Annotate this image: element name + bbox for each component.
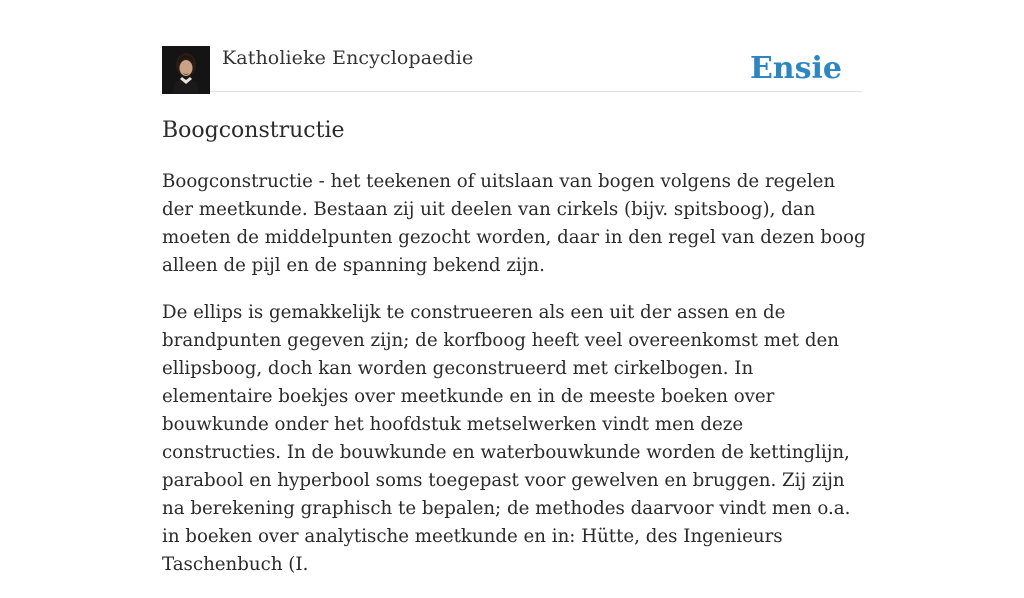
portrait-illustration <box>162 46 210 94</box>
portrait-avatar-icon[interactable] <box>162 46 210 94</box>
site-name[interactable]: Katholieke Encyclopaedie <box>222 47 474 69</box>
site-header <box>162 46 862 92</box>
article-title: Boogconstructie <box>162 118 345 143</box>
brand-logo[interactable]: Ensie <box>749 51 842 86</box>
article-body <box>162 168 866 598</box>
article-paragraph: De ellips is gemakkelijk te construeeren als een uit der assen en de brandpunten gegeven zijn; de korfboog heeft veel overeenkomst met den ellipsboog, doch kan worden geconstrueerd met cirkelbogen. In elementaire boekjes over meetkunde en in de meeste boeken over bouwkunde onder het hoofdstuk metselwerken vindt men deze constructies. In de bouwkunde en waterbouwkunde worden de kettinglijn, parabool en hyperbool soms toegepast voor gewelven en bruggen. Zij zijn na berekening graphisch te bepalen; de methodes daarvoor vindt men o.a. in boeken over analytische meetkunde en in: Hütte, des Ingenieurs Taschenbuch (I. <box>162 302 851 575</box>
article-paragraph: Boogconstructie - het teekenen of uitslaan van bogen volgens de regelen der meetkunde. Bestaan zij uit deelen van cirkels (bijv. spitsboog), dan moeten de middelpunten gezocht worden, daar in den regel van dezen boog alleen de pijl en de spanning bekend zijn. <box>162 171 866 276</box>
